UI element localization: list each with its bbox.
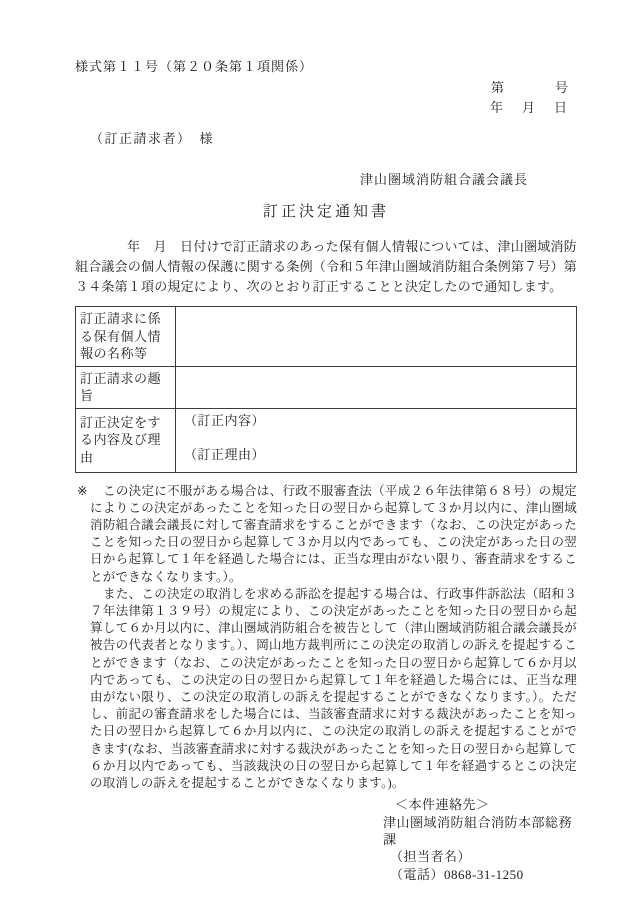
form-number: 様式第１１号（第２０条第１項関係） (75, 59, 314, 74)
note-paragraph-lawsuit: また、この決定の取消しを求める訴訟を提起する場合は、行政事件訴訟法（昭和３７年法律第１３９号）の規定により、この決定があったことを知った日の翌日から起算して６か月以内に、津山圏域消防組合を被告として（津山圏域消防組合議会議長が被告の代表者となります。）、岡山地方裁判所にこの決定の取消しの訴えを提起することができます（なお、この決定があったことを知った日の翌日から起算して６か月以内であっても、この決定の日の翌日から起算して１年を経過した場合には、正当な理由がない限り、この決定の取消しの訴えを提起することができなくなります。）。ただし、前記の審査請求をした場合には、当該審査請求に対する裁決があったことを知った日の翌日から起算して６か月以内に、この決定の取消しの訴えを提起することができます(なお、当該審査請求に対する裁決があったことを知った日の翌日から起算して６か月以内であっても、当該裁決の日の翌日から起算して１年を経過するとこの決定の取消しの訴えを提起することができなくなります。)。 (90, 586, 577, 790)
correction-reason-label: （訂正理由） (184, 447, 266, 462)
note-section (77, 483, 577, 793)
table-row-personal-info-name (76, 307, 577, 367)
contact-organization: 津山圏域消防組合消防本部総務課 (383, 814, 573, 847)
row-label-personal-info-name: 訂正請求に係る保有個人情報の名称等 (76, 307, 176, 367)
sender-line: 津山圏域消防組合議会議長 (359, 172, 528, 187)
contact-header: ＜本件連絡先＞ (395, 797, 490, 813)
note-paragraph-appeal: この決定に不服がある場合は、行政不服審査法（平成２６年法律第６８号）の規定によりこの決定があったことを知った日の翌日から起算して３か月以内に、津山圏域消防組合議会議長に対して審査請求をすることができます（なお、この決定があったことを知った日の翌日から起算して３か月以内であっても、この決定があった日の翌日から起算して１年を経過した場合には、正当な理由がない限り、審査請求をすることができなくなります。）。 (90, 483, 577, 584)
document-number-line: 第 号 (490, 80, 571, 95)
document-title: 訂正決定通知書 (262, 204, 389, 220)
row-value-decision-content (176, 408, 577, 472)
table-row-request-gist (76, 366, 577, 408)
row-value-request-gist (176, 366, 577, 408)
note-marker: ※ (77, 483, 88, 498)
body-paragraph: 年 月 日付けで訂正請求のあった保有個人情報については、津山圏域消防組合議会の個人情報の保護に関する条例（令和５年津山圏域消防組合条例第７号）第３４条第１項の規定により、次のとおり訂正することと決定したので通知します。 (75, 239, 577, 294)
info-table (75, 306, 577, 473)
contact-block (383, 796, 577, 883)
row-value-personal-info-name (176, 307, 577, 367)
row-label-decision-content: 訂正決定をする内容及び理由 (76, 408, 176, 472)
table-row-decision-content (76, 408, 577, 472)
date-line: 年 月 日 (489, 100, 570, 115)
addressee-line: （訂正請求者） 様 (90, 131, 215, 146)
contact-phone: （電話）0868-31-1250 (390, 866, 524, 882)
correction-content-label: （訂正内容） (184, 412, 266, 428)
row-label-request-gist: 訂正請求の趣旨 (76, 366, 176, 408)
contact-person: （担当者名） (390, 849, 472, 865)
